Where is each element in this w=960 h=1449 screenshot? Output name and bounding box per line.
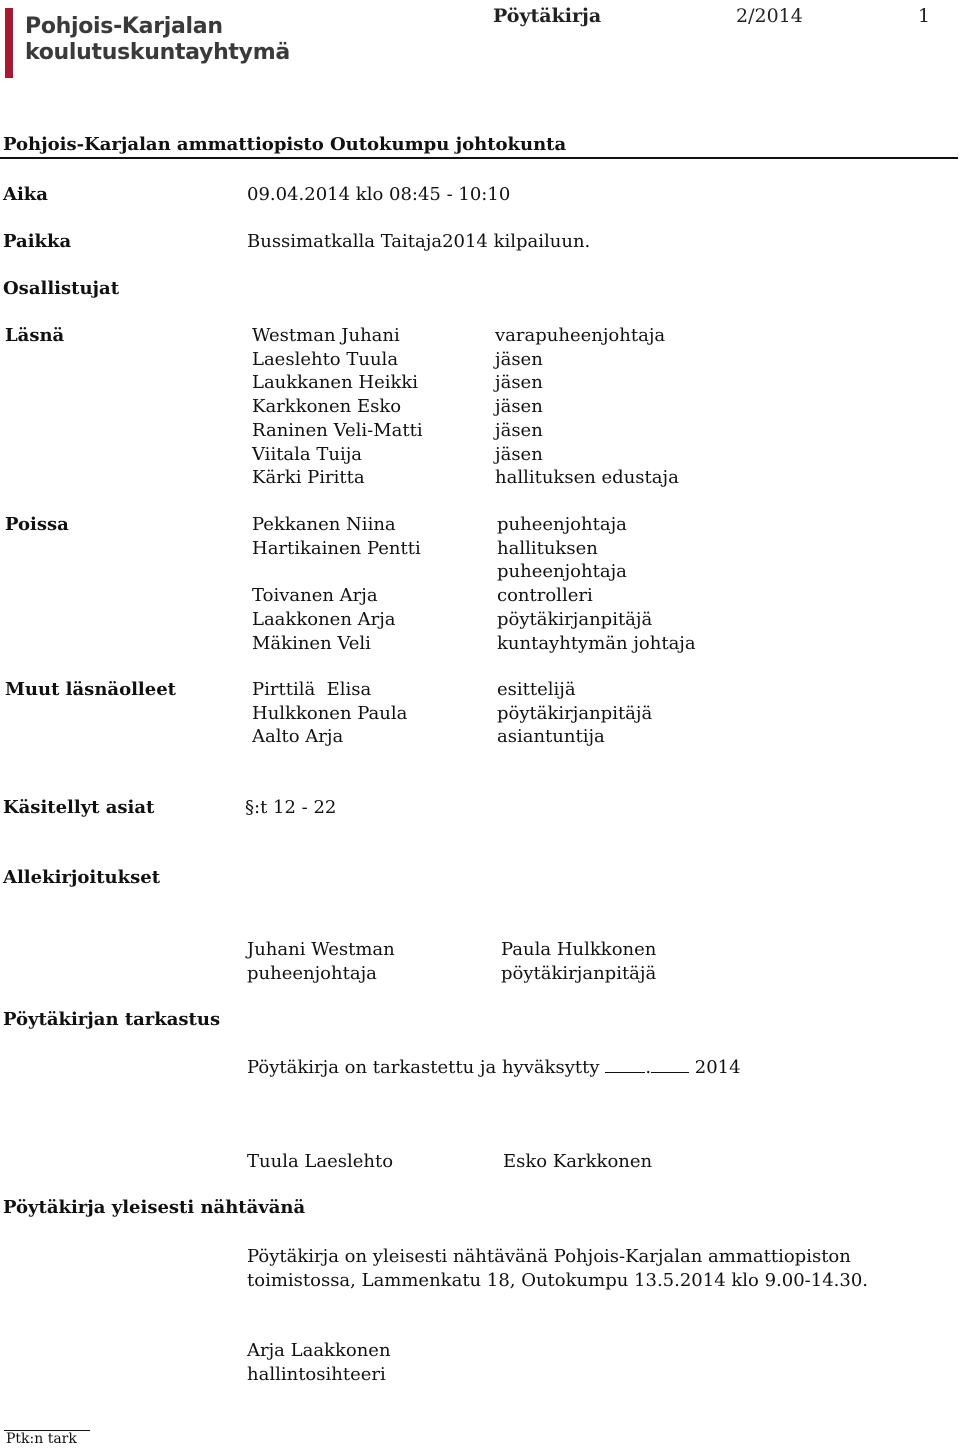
items-label: Käsitellyt asiat — [3, 797, 155, 818]
public-view-line-1: Pöytäkirja on yleisesti nähtävänä Pohjois-Karjalan ammattiopiston — [247, 1246, 851, 1267]
absent-name: Mäkinen Veli — [252, 632, 371, 654]
absent-role: kuntayhtymän johtaja — [497, 632, 696, 654]
public-view-line-2: toimistossa, Lammenkatu 18, Outokumpu 13.5.2014 klo 9.00-14.30. — [247, 1269, 868, 1291]
present-name: Karkkonen Esko — [252, 396, 402, 418]
present-role: jäsen — [495, 348, 543, 370]
present-names — [252, 324, 423, 490]
public-view-label: Pöytäkirja yleisesti nähtävänä — [3, 1197, 306, 1218]
absent-role: puheenjohtaja — [497, 561, 627, 583]
document-number: 2/2014 — [736, 5, 803, 27]
logo-line-1: Pohjois-Karjalan — [25, 14, 223, 39]
reviewer-2: Esko Karkkonen — [503, 1151, 653, 1172]
footer-note: Ptk:n tark — [6, 1431, 77, 1447]
present-name: Westman Juhani — [252, 325, 400, 346]
absent-role: controlleri — [497, 585, 593, 607]
others-roles — [497, 678, 652, 749]
present-roles — [495, 324, 679, 490]
present-name: Raninen Veli-Matti — [252, 419, 423, 441]
signature-right-role: pöytäkirjanpitäjä — [501, 962, 657, 984]
absent-name: Hartikainen Pentti — [252, 537, 421, 559]
others-name: Pirttilä Elisa — [252, 679, 372, 700]
others-name: Aalto Arja — [252, 726, 344, 748]
absent-role: puheenjohtaja — [497, 514, 627, 535]
place-label: Paikka — [3, 231, 72, 252]
absent-name: Toivanen Arja — [252, 585, 378, 607]
absent-names — [252, 513, 421, 655]
signer-name: Arja Laakkonen — [247, 1340, 391, 1361]
absent-name: Laakkonen Arja — [252, 608, 396, 630]
participants-heading: Osallistujat — [3, 278, 120, 299]
present-role: jäsen — [495, 443, 543, 465]
present-name: Laeslehto Tuula — [252, 348, 399, 370]
absent-name-spacer — [252, 560, 421, 584]
public-view-text — [247, 1245, 868, 1292]
absent-role: pöytäkirjanpitäjä — [497, 608, 653, 630]
absent-name: Pekkanen Niina — [252, 514, 396, 535]
time-label: Aika — [3, 184, 48, 205]
signature-left-role: puheenjohtaja — [247, 962, 377, 984]
others-role: asiantuntija — [497, 726, 605, 748]
logo-line-2: koulutuskuntayhtymä — [25, 40, 290, 65]
items-value: §:t 12 - 22 — [245, 797, 337, 818]
signatures-label: Allekirjoitukset — [3, 867, 161, 888]
present-role: jäsen — [495, 396, 543, 418]
review-text: Pöytäkirja on tarkastettu ja hyväksytty — [247, 1057, 600, 1078]
title-underline — [0, 157, 958, 159]
place-value: Bussimatkalla Taitaja2014 kilpailuun. — [247, 231, 591, 252]
others-names — [252, 678, 407, 749]
public-view-signer — [247, 1339, 391, 1386]
signature-left-name: Juhani Westman — [247, 939, 395, 960]
present-role: jäsen — [495, 419, 543, 441]
present-name: Laukkanen Heikki — [252, 372, 419, 394]
absent-role: hallituksen — [497, 537, 598, 559]
present-label: Läsnä — [5, 325, 65, 346]
others-label: Muut läsnäolleet — [5, 679, 176, 700]
others-role: esittelijä — [497, 679, 576, 700]
review-day-blank — [605, 1056, 645, 1073]
logo-bar — [5, 8, 13, 78]
signature-right-name: Paula Hulkkonen — [501, 939, 657, 960]
review-year: 2014 — [694, 1057, 741, 1078]
review-label: Pöytäkirjan tarkastus — [3, 1009, 221, 1030]
present-role: varapuheenjohtaja — [495, 325, 666, 346]
review-month-blank — [651, 1056, 689, 1073]
absent-label: Poissa — [5, 514, 69, 535]
page-number: 1 — [918, 5, 931, 27]
absent-roles — [497, 513, 696, 655]
present-name: Kärki Piritta — [252, 467, 365, 489]
signature-right — [501, 938, 656, 985]
present-role: hallituksen edustaja — [495, 467, 679, 489]
document-title: Pohjois-Karjalan ammattiopisto Outokumpu johtokunta — [3, 134, 567, 155]
others-name: Hulkkonen Paula — [252, 702, 408, 724]
document-type: Pöytäkirja — [493, 5, 602, 27]
present-role: jäsen — [495, 372, 543, 394]
present-name: Viitala Tuija — [252, 443, 363, 465]
review-statement — [247, 1056, 741, 1078]
review-separator: . — [645, 1057, 652, 1078]
time-value: 09.04.2014 klo 08:45 - 10:10 — [247, 184, 511, 205]
signature-left — [247, 938, 395, 985]
others-role: pöytäkirjanpitäjä — [497, 702, 653, 724]
signer-title: hallintosihteeri — [247, 1363, 386, 1385]
reviewer-1: Tuula Laeslehto — [247, 1151, 394, 1172]
